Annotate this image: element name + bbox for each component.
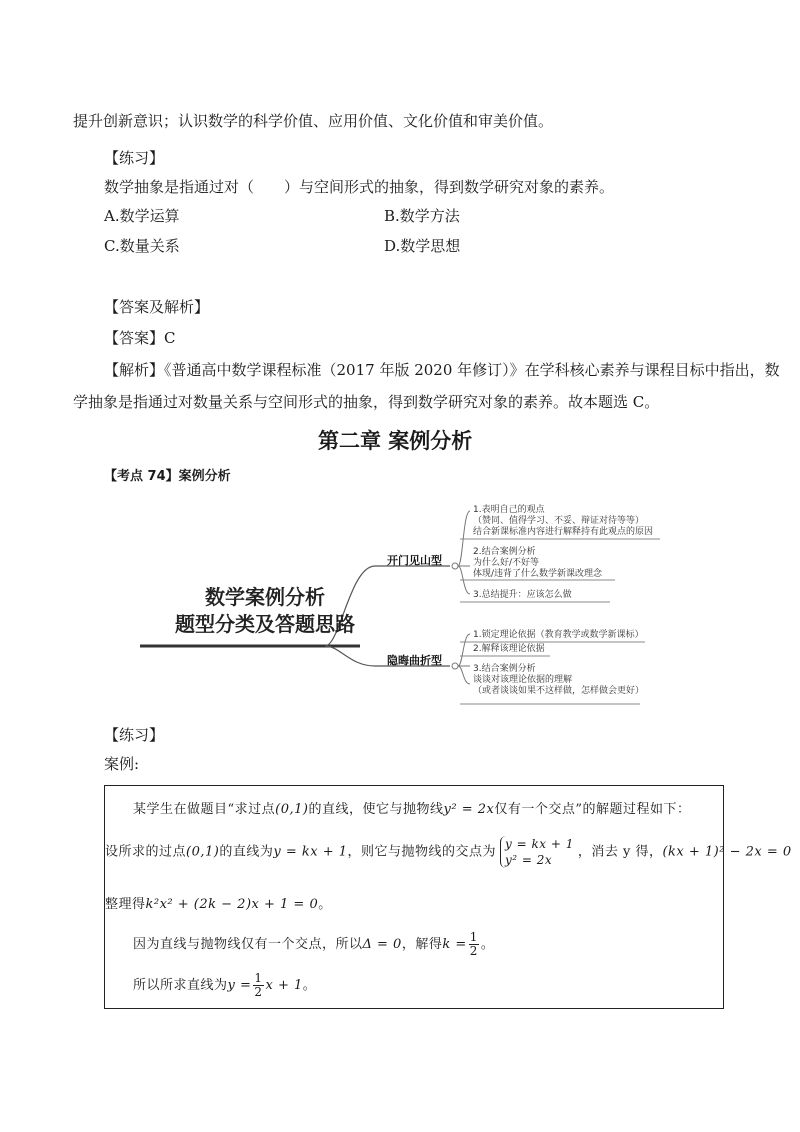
b2-item3-line2: 谈谈对该理论依据的理解 — [473, 675, 573, 685]
branch2-dot — [452, 663, 458, 669]
case-box — [104, 785, 792, 1009]
b1-item1-line1: 1.表明自己的观点 — [473, 505, 545, 515]
mindmap-title-2: 题型分类及答题思路 — [175, 612, 355, 636]
b1-item2 — [473, 547, 602, 580]
b2-item3-line1: 3.结合案例分析 — [473, 664, 536, 674]
b1-item2-line2: 为什么好/不好等 — [473, 558, 540, 568]
equation-system: y = kx + 1 y² = 2x — [500, 836, 574, 868]
b1-item2-line3: 体现/违背了什么数学新课改理念 — [473, 569, 603, 579]
answer-heading: 【答案及解析】 — [104, 298, 210, 316]
mindmap — [125, 486, 660, 718]
case-line-3: 整理得k²x² + (2k − 2)x + 1 = 0。 — [105, 897, 332, 912]
case-label: 案例: — [104, 755, 140, 773]
fraction-half: $\frac{1}{2}$ — [469, 930, 478, 958]
kaodian-label: 【考点 74】案例分析 — [104, 469, 231, 484]
mindmap-title-1: 数学案例分析 — [205, 585, 325, 609]
b1-item3: 3.总结提升：应该怎么做 — [473, 590, 572, 600]
question-text: 数学抽象是指通过对（ ）与空间形式的抽象，得到数学研究对象的素养。 — [104, 178, 615, 196]
b1-item2-line1: 2.结合案例分析 — [473, 547, 536, 557]
option-a: A.数学运算 — [104, 207, 180, 225]
chapter-title: 第二章 案例分析 — [318, 429, 473, 453]
practice-heading: 【练习】 — [104, 149, 165, 167]
case-line-2: 设所求的过点(0,1)的直线为y = kx + 1，则它与抛物线的交点为 y = kx + 1 y² = 2x ，消去 y 得，(kx + 1)² − 2x = 0 — [105, 837, 792, 867]
option-d: D.数学思想 — [384, 237, 461, 255]
b1-item1-line2: （赞同、值得学习、不妥、辩证对待等等） — [473, 516, 645, 526]
case-line-1: 某学生在做题目“求过点(0,1)的直线，使它与抛物线y² = 2x仅有一个交点”的解题过程如下： — [133, 802, 691, 817]
branch-1-label: 开门见山型 — [387, 554, 442, 567]
case-line-5: 所以所求直线为y = $\frac{1}{2}$ x + 1。 — [133, 971, 317, 999]
b2-item2: 2.解释该理论依据 — [473, 644, 545, 654]
answer-line: 【答案】C — [104, 329, 176, 347]
branch1-dot — [452, 563, 458, 569]
option-b: B.数学方法 — [384, 207, 460, 225]
b2-item1: 1.锁定理论依据（教育教学或数学新课标） — [473, 630, 644, 640]
case-line-4: 因为直线与抛物线仅有一个交点，所以Δ = 0，解得k = $\frac{1}{2}$ 。 — [133, 930, 495, 958]
b1-item1-line3: 结合新课标准内容进行解释持有此观点的原因 — [473, 527, 654, 537]
intro-line: 提升创新意识；认识数学的科学价值、应用价值、文化价值和审美价值。 — [73, 112, 554, 130]
b1-item1 — [473, 505, 653, 538]
practice2-heading: 【练习】 — [104, 726, 165, 744]
b2-item3 — [473, 664, 644, 697]
fraction-half-2: $\frac{1}{2}$ — [254, 971, 263, 999]
branch-2-label: 隐晦曲折型 — [387, 654, 442, 667]
analysis-line-1: 【解析】《普通高中数学课程标准（2017 年版 2020 年修订）》在学科核心素养与课程目标中指出，数 — [104, 361, 780, 379]
analysis-line-2: 学抽象是指通过对数量关系与空间形式的抽象，得到数学研究对象的素养。故本题选 C。 — [73, 393, 660, 411]
option-c: C.数量关系 — [104, 237, 180, 255]
b2-item3-line3: （或者谈谈如果不这样做，怎样做会更好） — [473, 686, 645, 696]
